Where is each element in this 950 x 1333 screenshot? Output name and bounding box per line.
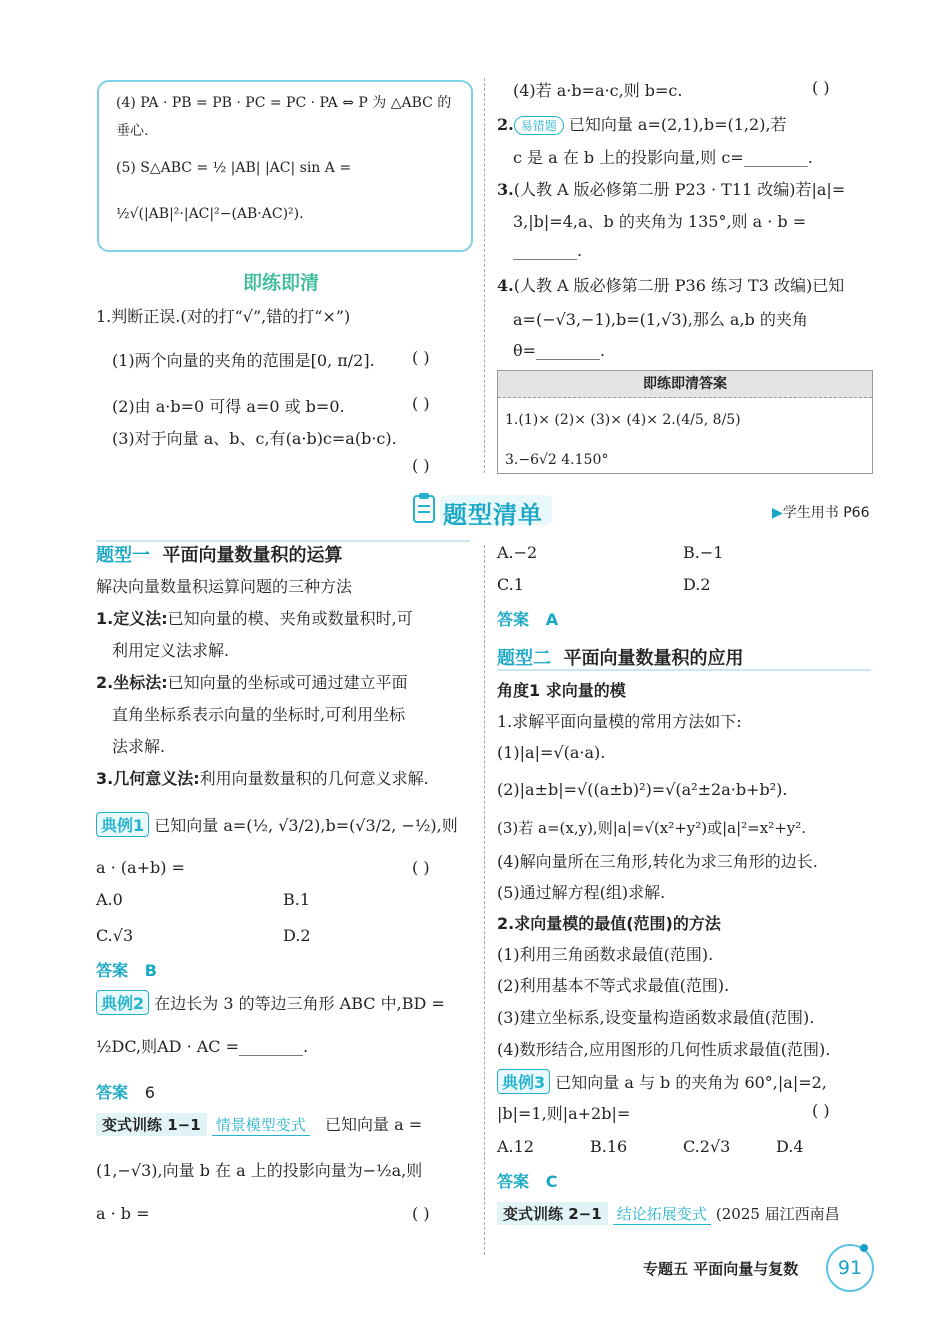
column-divider-bottom (484, 545, 485, 1255)
example-3-tag: 典例3 (497, 1069, 550, 1094)
column-divider-top (484, 78, 485, 473)
variant-option-b: B.−1 (683, 543, 724, 562)
variant-2-1 (497, 1202, 840, 1225)
extremum-method-1: (1)利用三角函数求最值(范围). (497, 945, 714, 964)
example-1-option-d: D.2 (283, 926, 311, 945)
type1-title: 平面向量数量积的运算 (162, 545, 343, 566)
modulus-method-1: (1)|a|=√(a·a). (497, 743, 606, 762)
extremum-method-4: (4)数形结合,应用图形的几何性质求最值(范围). (497, 1040, 831, 1059)
example-3-cont: |b|=1,则|a+2b|= (497, 1104, 631, 1123)
method-2-text: 已知向量的坐标或可通过建立平面 (167, 673, 408, 692)
arrow-icon: ▶ (772, 505, 783, 521)
example-1 (96, 812, 458, 837)
type1-heading (96, 541, 343, 567)
answer-value: C (545, 1172, 558, 1191)
example-3-option-b: B.16 (590, 1137, 628, 1156)
practice-q2-a: 已知向量 a=(2,1),b=(1,2),若 (568, 115, 787, 134)
answer-row-2: 3.−6√2 4.150° (505, 452, 609, 468)
practice-q3-b: 3,|b|=4,a、b 的夹角为 135°,则 a · b = (513, 212, 807, 231)
answer-row-1: 1.(1)× (2)× (3)× (4)× 2.(4/5, 8/5) (505, 412, 741, 428)
answer-paren: ( ) (412, 348, 430, 367)
practice-q4-b: a=(−√3,−1),b=(1,√3),那么 a,b 的夹角 (513, 310, 808, 329)
variant-option-d: D.2 (683, 575, 711, 594)
type1-intro: 解决向量数量积运算问题的三种方法 (96, 577, 353, 596)
example-2-tag: 典例2 (96, 990, 149, 1015)
formula-line-5b: ½√(|AB|²·|AC|²−(AB·AC)²). (116, 206, 304, 222)
method-3-text: 利用向量数量积的几何意义求解. (199, 769, 429, 788)
method-3-head: 3.几何意义法: (96, 769, 200, 788)
practice-q1-4: (4)若 a·b=a·c,则 b=c. (513, 81, 683, 100)
practice-q3: 3.(人教 A 版必修第二册 P23 · T11 改编)若|a|= (497, 180, 846, 199)
answer-value: B (144, 961, 157, 980)
student-book-ref (772, 502, 870, 522)
method-1-text: 已知向量的模、夹角或数量积时,可 (167, 609, 413, 628)
answer-paren: ( ) (412, 858, 430, 877)
example-3 (497, 1069, 827, 1094)
variant-1-1-text: 已知向量 a = (325, 1115, 423, 1134)
modulus-method-4: (4)解向量所在三角形,转化为求三角形的边长. (497, 852, 818, 871)
answer-label: 答案 (96, 961, 129, 980)
answer-value: A (545, 610, 559, 629)
modulus-method-3: (3)若 a=(x,y),则|a|=√(x²+y²)或|a|²=x²+y². (497, 819, 807, 837)
answer-paren: ( ) (812, 1101, 830, 1120)
answer-label: 答案 (497, 610, 530, 629)
type2-title: 平面向量数量积的应用 (563, 648, 744, 669)
page-number: 91 (826, 1244, 874, 1292)
formula-line-4a: (4) PA · PB = PB · PC = PC · PA ⇔ P 为 △ABC 的 (116, 95, 452, 111)
method-2 (96, 670, 408, 693)
example-1-tag: 典例1 (96, 812, 149, 837)
variant-subtag: 情景模型变式 (212, 1114, 310, 1136)
type2-heading (497, 644, 744, 670)
method-2-cont2: 法求解. (112, 737, 166, 756)
answer-paren: ( ) (412, 456, 430, 475)
variant-option-a: A.−2 (497, 543, 538, 562)
method-1-cont: 利用定义法求解. (112, 641, 230, 660)
example-3-option-c: C.2√3 (683, 1137, 731, 1156)
formula-line-4b: 垂心. (116, 123, 149, 139)
example-2-text: 在边长为 3 的等边三角形 ABC 中,BD = (154, 994, 445, 1013)
answer-paren: ( ) (412, 1204, 430, 1223)
practice-q1-2: (2)由 a·b=0 可得 a=0 或 b=0. (112, 397, 345, 416)
example-2-cont: ½DC,则AD · AC =________. (96, 1037, 309, 1056)
practice-q2: 2. 易错题 已知向量 a=(2,1),b=(1,2),若 (497, 115, 787, 134)
answer-paren: ( ) (812, 78, 830, 97)
practice-q1-stem: 1.判断正误.(对的打“√”,错的打“×”) (96, 307, 351, 326)
practice-q1-3: (3)对于向量 a、b、c,有(a·b)c=a(b·c). (112, 429, 397, 448)
formula-line-5: (5) S△ABC = ½ |AB| |AC| sin A = (116, 160, 352, 176)
example-1-option-c: C.√3 (96, 926, 134, 945)
answer-value: 6 (144, 1083, 155, 1102)
method-3 (96, 766, 429, 789)
answer-paren: ( ) (412, 394, 430, 413)
practice-q3-a: (人教 A 版必修第二册 P23 · T11 改编)若|a|= (513, 180, 846, 199)
answer-box-title: 即练即清答案 (498, 371, 872, 398)
example-1-text: 已知向量 a=(½, √3/2),b=(√3/2, −½),则 (154, 816, 458, 835)
method-2-head: 2.坐标法: (96, 673, 168, 692)
type2-label: 题型二 (497, 648, 551, 669)
example-1-option-b: B.1 (283, 890, 311, 909)
practice-title: 即练即清 (243, 272, 320, 294)
variant-answer (497, 607, 558, 630)
answer-label: 答案 (96, 1083, 129, 1102)
practice-q2-b: c 是 a 在 b 上的投影向量,则 c=________. (513, 148, 813, 167)
modulus-method-5: (5)通过解方程(组)求解. (497, 883, 666, 902)
example-1-option-a: A.0 (96, 890, 123, 909)
extremum-method-2: (2)利用基本不等式求最值(范围). (497, 976, 730, 995)
example-2 (96, 990, 445, 1015)
variant-tag: 变式训练 1−1 (96, 1113, 207, 1136)
footer-topic: 专题五 平面向量与复数 (643, 1260, 799, 1278)
practice-q1-1: (1)两个向量的夹角的范围是[0, π/2]. (112, 351, 375, 370)
section-title: 题型清单 (443, 501, 543, 529)
example-3-answer (497, 1169, 557, 1192)
extremum-methods-title: 2.求向量模的最值(范围)的方法 (497, 914, 721, 933)
variant-1-1-expr: a · b = (96, 1204, 150, 1223)
variant-1-1-cont: (1,−√3),向量 b 在 a 上的投影向量为−½a,则 (96, 1161, 423, 1180)
variant-2-subtag: 结论拓展变式 (613, 1203, 711, 1225)
variant-1-1 (96, 1112, 422, 1136)
method-1 (96, 606, 413, 629)
method-2-cont: 直角坐标系表示向量的坐标时,可利用坐标 (112, 705, 406, 724)
variant-2-source: (2025 届江西南昌 (715, 1205, 840, 1223)
extremum-method-3: (3)建立坐标系,设变量构造函数求最值(范围). (497, 1008, 815, 1027)
page-dot (860, 1244, 868, 1252)
answer-label: 答案 (497, 1172, 530, 1191)
angle-1-title: 角度1 求向量的模 (497, 681, 626, 700)
variant-2-tag: 变式训练 2−1 (497, 1202, 608, 1225)
modulus-methods-intro: 1.求解平面向量模的常用方法如下: (497, 712, 742, 731)
method-1-head: 1.定义法: (96, 609, 168, 628)
type1-label: 题型一 (96, 545, 150, 566)
practice-q4: 4.(人教 A 版必修第二册 P36 练习 T3 改编)已知 (497, 276, 845, 295)
practice-q4-c: θ=________. (513, 341, 606, 360)
modulus-method-2: (2)|a±b|=√((a±b)²)=√(a²±2a·b+b²). (497, 780, 788, 799)
example-3-option-a: A.12 (497, 1137, 534, 1156)
error-prone-tag: 易错题 (514, 116, 564, 135)
example-2-answer (96, 1080, 155, 1103)
example-1-answer (96, 958, 157, 981)
example-1-expr: a · (a+b) = (96, 858, 185, 877)
student-book-ref-text: 学生用书 P66 (782, 505, 870, 521)
example-3-text: 已知向量 a 与 b 的夹角为 60°,|a|=2, (555, 1073, 827, 1092)
variant-option-c: C.1 (497, 575, 524, 594)
example-3-option-d: D.4 (776, 1137, 804, 1156)
practice-q3-c: ________. (513, 241, 583, 260)
practice-q4-a: (人教 A 版必修第二册 P36 练习 T3 改编)已知 (513, 276, 845, 295)
